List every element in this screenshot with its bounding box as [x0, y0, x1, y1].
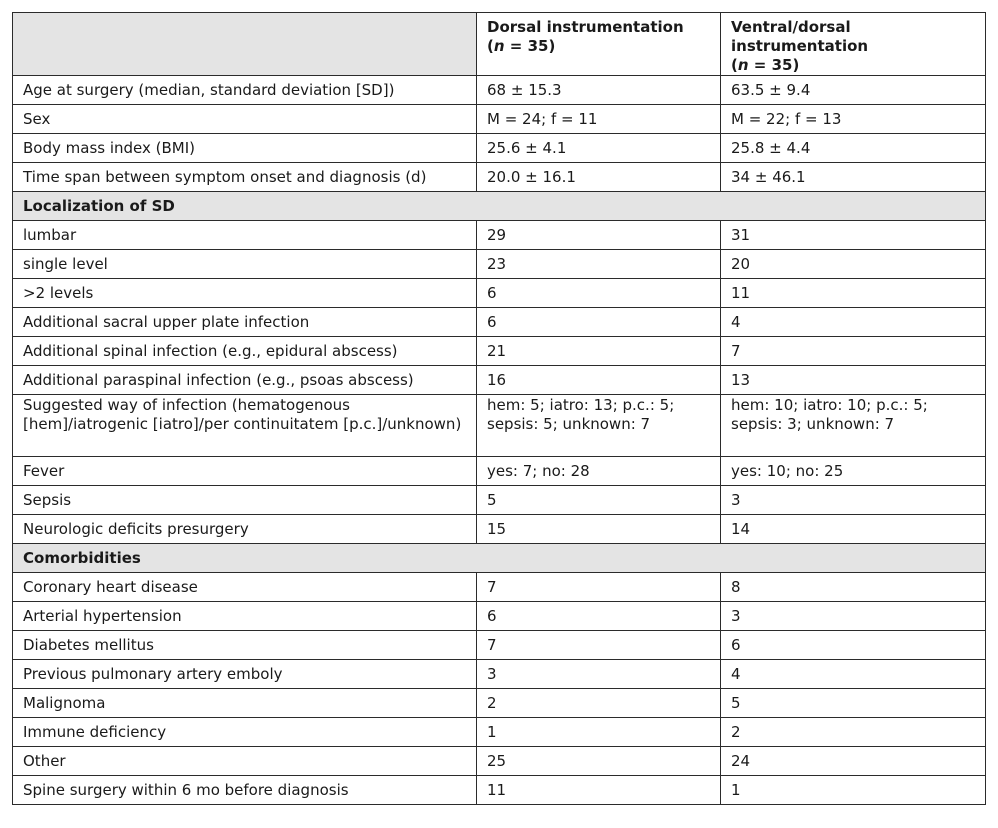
table-row — [13, 395, 986, 457]
row-label: Fever — [13, 457, 477, 486]
header-ventral-n-symbol: n — [737, 56, 749, 74]
table-row — [13, 660, 986, 689]
section-title: Localization of SD — [13, 192, 986, 221]
header-dorsal-instrumentation: Dorsal instrumentation (n = 35) — [477, 13, 721, 76]
ventral-value: 3 — [721, 602, 986, 631]
dorsal-value: 1 — [477, 718, 721, 747]
table-row — [13, 163, 986, 192]
row-label: Diabetes mellitus — [13, 631, 477, 660]
row-label: Additional spinal infection (e.g., epidural abscess) — [13, 337, 477, 366]
dorsal-value: 5 — [477, 486, 721, 515]
ventral-value: yes: 10; no: 25 — [721, 457, 986, 486]
ventral-value: 6 — [721, 631, 986, 660]
dorsal-value: 21 — [477, 337, 721, 366]
header-dorsal-n-symbol: n — [493, 37, 505, 55]
ventral-value: 4 — [721, 660, 986, 689]
ventral-value: 7 — [721, 337, 986, 366]
table-row — [13, 250, 986, 279]
ventral-value: 25.8 ± 4.4 — [721, 134, 986, 163]
dorsal-value: 11 — [477, 776, 721, 805]
ventral-value: 13 — [721, 366, 986, 395]
table-row — [13, 366, 986, 395]
table-row — [13, 689, 986, 718]
dorsal-value: 3 — [477, 660, 721, 689]
table-row — [13, 308, 986, 337]
ventral-value: M = 22; f = 13 — [721, 105, 986, 134]
row-label: Previous pulmonary artery emboly — [13, 660, 477, 689]
dorsal-value: 23 — [477, 250, 721, 279]
row-label: lumbar — [13, 221, 477, 250]
ventral-value: 14 — [721, 515, 986, 544]
dorsal-value: 7 — [477, 631, 721, 660]
table-row — [13, 515, 986, 544]
row-label: Immune deficiency — [13, 718, 477, 747]
section-header-localization — [13, 192, 986, 221]
row-label: Additional paraspinal infection (e.g., psoas abscess) — [13, 366, 477, 395]
table-header-row — [13, 13, 986, 76]
dorsal-value: yes: 7; no: 28 — [477, 457, 721, 486]
row-label: Neurologic deficits presurgery — [13, 515, 477, 544]
dorsal-value: 6 — [477, 602, 721, 631]
section-header-comorbidities — [13, 544, 986, 573]
table-row — [13, 747, 986, 776]
ventral-value: hem: 10; iatro: 10; p.c.: 5; sepsis: 3; unknown: 7 — [721, 395, 986, 457]
row-label: Time span between symptom onset and diagnosis (d) — [13, 163, 477, 192]
patient-characteristics-table — [12, 12, 986, 805]
header-dorsal-title: Dorsal instrumentation — [487, 18, 684, 36]
table-row — [13, 718, 986, 747]
ventral-value: 2 — [721, 718, 986, 747]
row-label: single level — [13, 250, 477, 279]
row-label: Other — [13, 747, 477, 776]
table-row — [13, 337, 986, 366]
dorsal-value: 20.0 ± 16.1 — [477, 163, 721, 192]
ventral-value: 8 — [721, 573, 986, 602]
dorsal-value: M = 24; f = 11 — [477, 105, 721, 134]
table-row — [13, 631, 986, 660]
dorsal-value: 25.6 ± 4.1 — [477, 134, 721, 163]
dorsal-value: 68 ± 15.3 — [477, 76, 721, 105]
row-label: Sepsis — [13, 486, 477, 515]
ventral-value: 20 — [721, 250, 986, 279]
header-dorsal-count: 35 — [527, 37, 549, 55]
dorsal-value: 6 — [477, 308, 721, 337]
dorsal-value: 29 — [477, 221, 721, 250]
ventral-value: 24 — [721, 747, 986, 776]
row-label: Body mass index (BMI) — [13, 134, 477, 163]
row-label: Coronary heart disease — [13, 573, 477, 602]
table-row — [13, 573, 986, 602]
header-ventral-dorsal-instrumentation: Ventral/dorsal instrumentation (n = 35) — [721, 13, 986, 76]
table-row — [13, 602, 986, 631]
ventral-value: 34 ± 46.1 — [721, 163, 986, 192]
table-row — [13, 105, 986, 134]
table-row — [13, 134, 986, 163]
dorsal-value: 7 — [477, 573, 721, 602]
dorsal-value: 2 — [477, 689, 721, 718]
row-label: Spine surgery within 6 mo before diagnosis — [13, 776, 477, 805]
dorsal-value: 25 — [477, 747, 721, 776]
table-row — [13, 776, 986, 805]
section-title: Comorbidities — [13, 544, 986, 573]
ventral-value: 63.5 ± 9.4 — [721, 76, 986, 105]
header-ventral-title: Ventral/dorsal instrumentation — [731, 18, 869, 55]
row-label: Additional sacral upper plate infection — [13, 308, 477, 337]
header-ventral-count: 35 — [771, 56, 793, 74]
ventral-value: 3 — [721, 486, 986, 515]
row-label: Arterial hypertension — [13, 602, 477, 631]
ventral-value: 31 — [721, 221, 986, 250]
row-label: Age at surgery (median, standard deviation [SD]) — [13, 76, 477, 105]
table-row — [13, 76, 986, 105]
row-label: Malignoma — [13, 689, 477, 718]
table-row — [13, 279, 986, 308]
table-row — [13, 457, 986, 486]
ventral-value: 1 — [721, 776, 986, 805]
row-label: Suggested way of infection (hematogenous [hem]/iatrogenic [iatro]/per continuitatem [p.c.]/unknown) — [13, 395, 477, 457]
table-row — [13, 486, 986, 515]
dorsal-value: 16 — [477, 366, 721, 395]
row-label: >2 levels — [13, 279, 477, 308]
dorsal-value: 15 — [477, 515, 721, 544]
ventral-value: 4 — [721, 308, 986, 337]
ventral-value: 11 — [721, 279, 986, 308]
ventral-value: 5 — [721, 689, 986, 718]
dorsal-value: 6 — [477, 279, 721, 308]
dorsal-value: hem: 5; iatro: 13; p.c.: 5; sepsis: 5; unknown: 7 — [477, 395, 721, 457]
table-row — [13, 221, 986, 250]
row-label: Sex — [13, 105, 477, 134]
header-blank-cell — [13, 13, 477, 76]
